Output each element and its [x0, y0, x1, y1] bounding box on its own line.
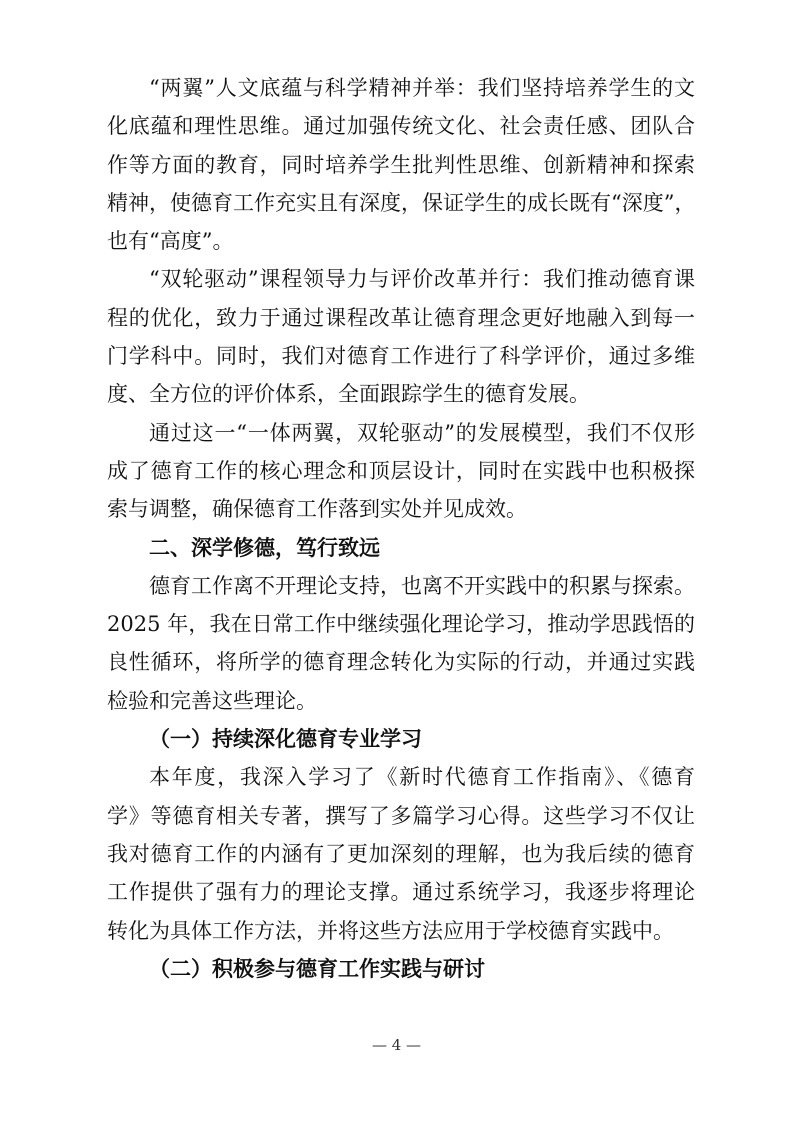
text-line: 二、深学修德，笃行致远: [149, 535, 380, 560]
text-line: “两翼”人文底蕴与科学精神并举：我们坚持培养学生的文: [149, 76, 695, 100]
text-line: （二）积极参与德育工作实践与研讨: [149, 956, 485, 981]
text-line: 检验和完善这些理论。: [107, 688, 317, 713]
text-line: 通过这一“一体两翼，双轮驱动”的发展模型，我们不仅形: [149, 420, 695, 445]
text-line: 学》等德育相关专著，撰写了多篇学习心得。这些学习不仅让: [107, 803, 695, 828]
section-heading: [107, 529, 695, 567]
text-line: 德育工作离不开理论支持，也离不开实践中的积累与探索。: [149, 573, 695, 598]
text-line: “双轮驱动”课程领导力与评价改革并行：我们推动德育课: [149, 267, 695, 292]
text-line: 度、全方位的评价体系，全面跟踪学生的德育发展。: [107, 382, 590, 407]
paragraph: [107, 260, 695, 413]
text-line: 门学科中。同时，我们对德育工作进行了科学评价，通过多维: [107, 344, 695, 369]
text-line: 转化为具体工作方法，并将这些方法应用于学校德育实践中。: [107, 918, 674, 943]
section-heading: [107, 950, 695, 988]
text-line: 索与调整，确保德育工作落到实处并见成效。: [107, 497, 527, 522]
text-line: 2025 年，我在日常工作中继续强化理论学习，推动学思践悟的: [107, 612, 695, 637]
text-line: 成了德育工作的核心理念和顶层设计，同时在实践中也积极探: [107, 458, 695, 483]
text-line: 也有“高度”。: [107, 229, 234, 254]
text-line: 作等方面的教育，同时培养学生批判性思维、创新精神和探索: [107, 152, 695, 177]
text-line: 工作提供了强有力的理论支撑。通过系统学习，我逐步将理论: [107, 880, 695, 905]
text-line: 我对德育工作的内涵有了更加深刻的理解，也为我后续的德育: [107, 841, 695, 866]
text-line: 程的优化，致力于通过课程改革让德育理念更好地融入到每一: [107, 305, 695, 330]
document-body: [107, 69, 695, 988]
text-line: （一）持续深化德育专业学习: [149, 727, 422, 752]
page-number: — 4 —: [371, 1036, 422, 1054]
text-line: 化底蕴和理性思维。通过加强传统文化、社会责任感、团队合: [107, 114, 695, 139]
text-line: 良性循环，将所学的德育理念转化为实际的行动，并通过实践: [107, 650, 695, 675]
text-line: 精神，使德育工作充实且有深度，保证学生的成长既有“深度”，: [107, 190, 696, 215]
paragraph: [107, 758, 695, 949]
text-line: 本年度，我深入学习了《新时代德育工作指南》、《德育: [149, 765, 695, 790]
section-heading: [107, 720, 695, 758]
paragraph: [107, 567, 695, 720]
paragraph: [107, 414, 695, 529]
paragraph: [107, 69, 695, 260]
